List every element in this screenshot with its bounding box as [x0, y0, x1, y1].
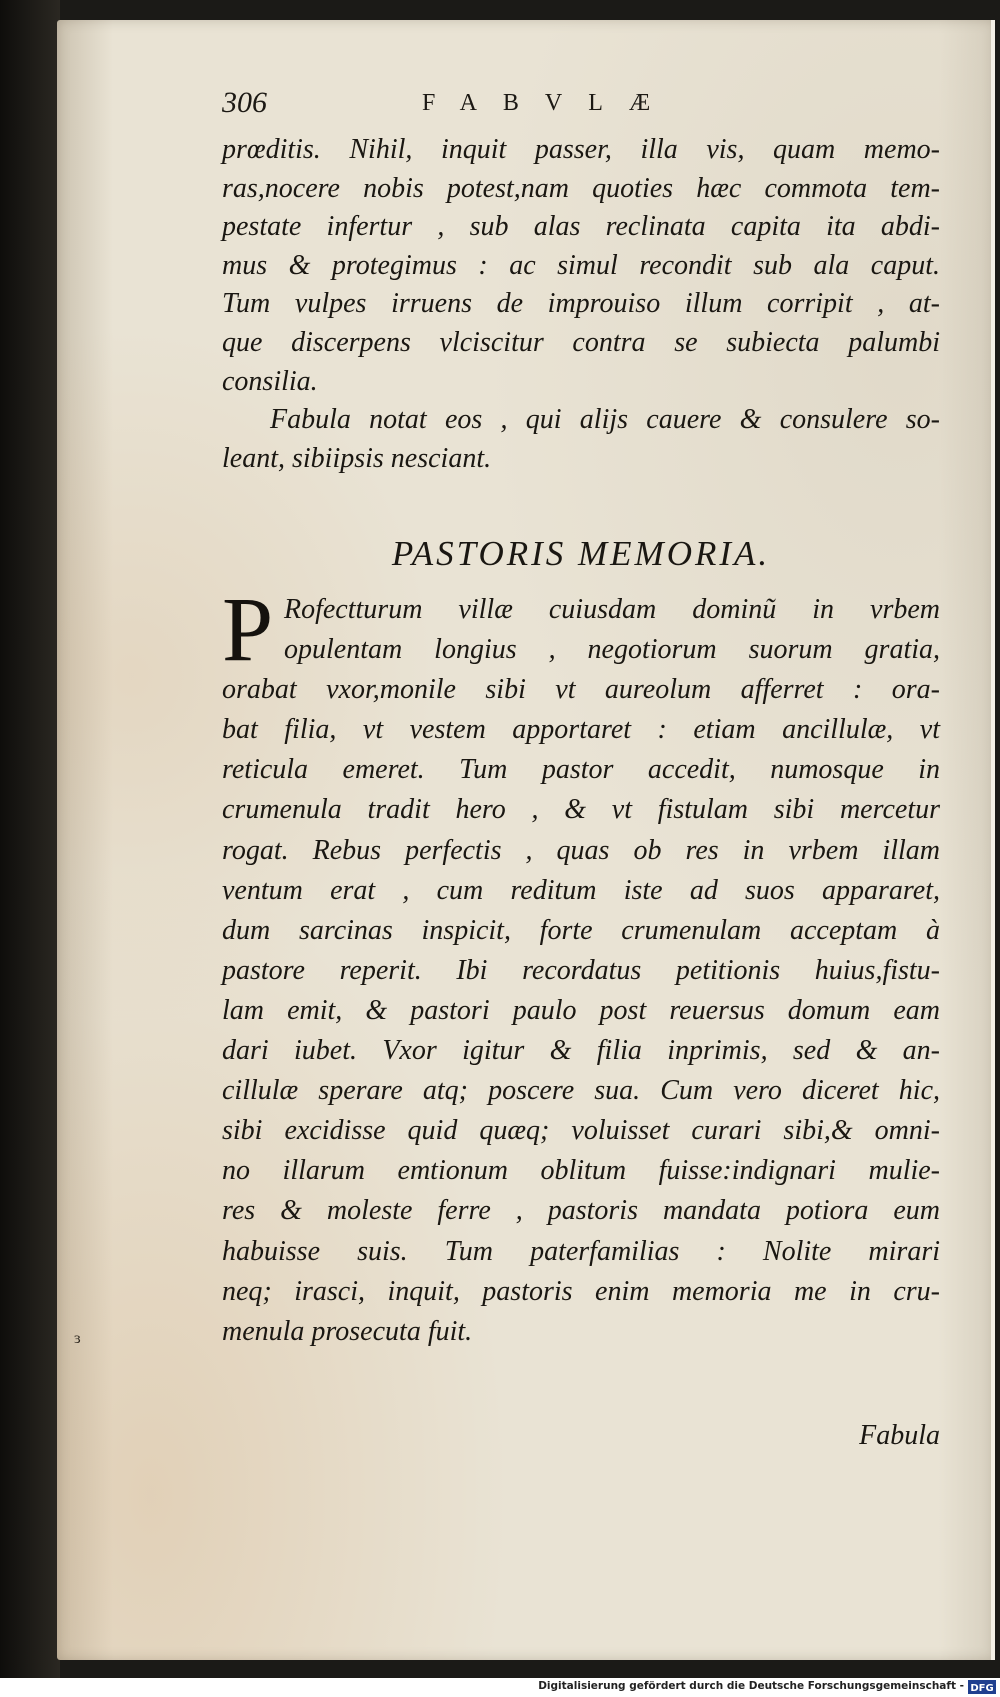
dfg-logo-text: DFG: [970, 1683, 994, 1694]
page-number: 306: [222, 86, 267, 119]
text-line: res & moleste ferre , pastoris mandata potiora eum: [222, 1195, 940, 1227]
text-line: Rofectturum villæ cuiusdam dominũ in vrbem: [284, 594, 940, 625]
text-line: neq; irasci, inquit, pastoris enim memoria me in cru-: [222, 1275, 940, 1307]
text-line: mus & protegimus : ac simul recondit sub ala caput.: [222, 249, 940, 281]
fable-text: [222, 578, 940, 1352]
text-line: pastore reperit. Ibi recordatus petitionis huius,fistu-: [222, 954, 940, 986]
text-line: Tum vulpes irruens de improuiso illum corripit , at-: [222, 288, 940, 320]
text-line: consilia.: [222, 365, 318, 397]
catchword: [222, 1420, 940, 1452]
text-line: bat filia, vt vestem apportaret : etiam ancillulæ, vt: [222, 714, 940, 746]
text-line: dari iubet. Vxor igitur & filia inprimis, sed & an-: [222, 1035, 940, 1067]
previous-fable-text: [222, 131, 940, 478]
text-line: sibi excidisse quid quæq; voluisset curari sibi,& omni-: [222, 1115, 940, 1147]
text-line: rogat. Rebus perfectis , quas ob res in vrbem illam: [222, 834, 940, 866]
page-edge: [991, 20, 995, 1660]
catchword-text: Fabula: [859, 1420, 940, 1451]
text-line: habuisse suis. Tum paterfamilias : Nolite mirari: [222, 1235, 940, 1267]
funding-credit: Digitalisierung gefördert durch die Deutsche Forschungsgemeinschaft -: [538, 1680, 964, 1692]
text-line: opulentam longius , negotiorum suorum gratia,: [284, 634, 940, 666]
margin-mark: ɜ: [74, 1330, 81, 1347]
text-line: dum sarcinas inspicit, forte crumenulam acceptam à: [222, 914, 940, 946]
text-line: orabat vxor,monile sibi vt aureolum afferret : ora-: [222, 674, 940, 706]
text-line: ventum erat , cum reditum iste ad suos appararet,: [222, 874, 940, 906]
text-line: ras,nocere nobis potest,nam quoties hæc commota tem-: [222, 172, 940, 204]
text-line: reticula emeret. Tum pastor accedit, numosque in: [222, 754, 940, 786]
text-line: lam emit, & pastori paulo post reuersus domum eam: [222, 994, 940, 1026]
moral-line: Fabula notat eos , qui alijs cauere & consulere so-: [270, 404, 940, 436]
text-line: no illarum emtionum oblitum fuisse:indignari mulie-: [222, 1155, 940, 1187]
drop-cap-initial: P: [222, 578, 274, 680]
text-line: menula prosecuta fuit.: [222, 1315, 473, 1347]
text-line: pestate infertur , sub alas reclinata capita ita abdi-: [222, 211, 940, 243]
book-spine-shadow: [0, 0, 60, 1678]
credit-bar: [0, 1678, 1000, 1697]
running-head: [222, 86, 932, 126]
text-line: que discerpens vlciscitur contra se subiecta palumbi: [222, 326, 940, 358]
text-line: cillulæ sperare atq; poscere sua. Cum vero diceret hic,: [222, 1075, 940, 1107]
moral-line: leant, sibiipsis nesciant.: [222, 442, 492, 474]
text-line: prœditis. Nihil, inquit passer, illa vis, quam memo-: [222, 134, 940, 165]
running-title: FABVLÆ: [422, 90, 677, 116]
text-line: crumenula tradit hero , & vt fistulam sibi mercetur: [222, 794, 940, 826]
fable-heading: PASTORIS MEMORIA.: [391, 534, 771, 573]
dfg-logo-icon: [968, 1680, 996, 1694]
